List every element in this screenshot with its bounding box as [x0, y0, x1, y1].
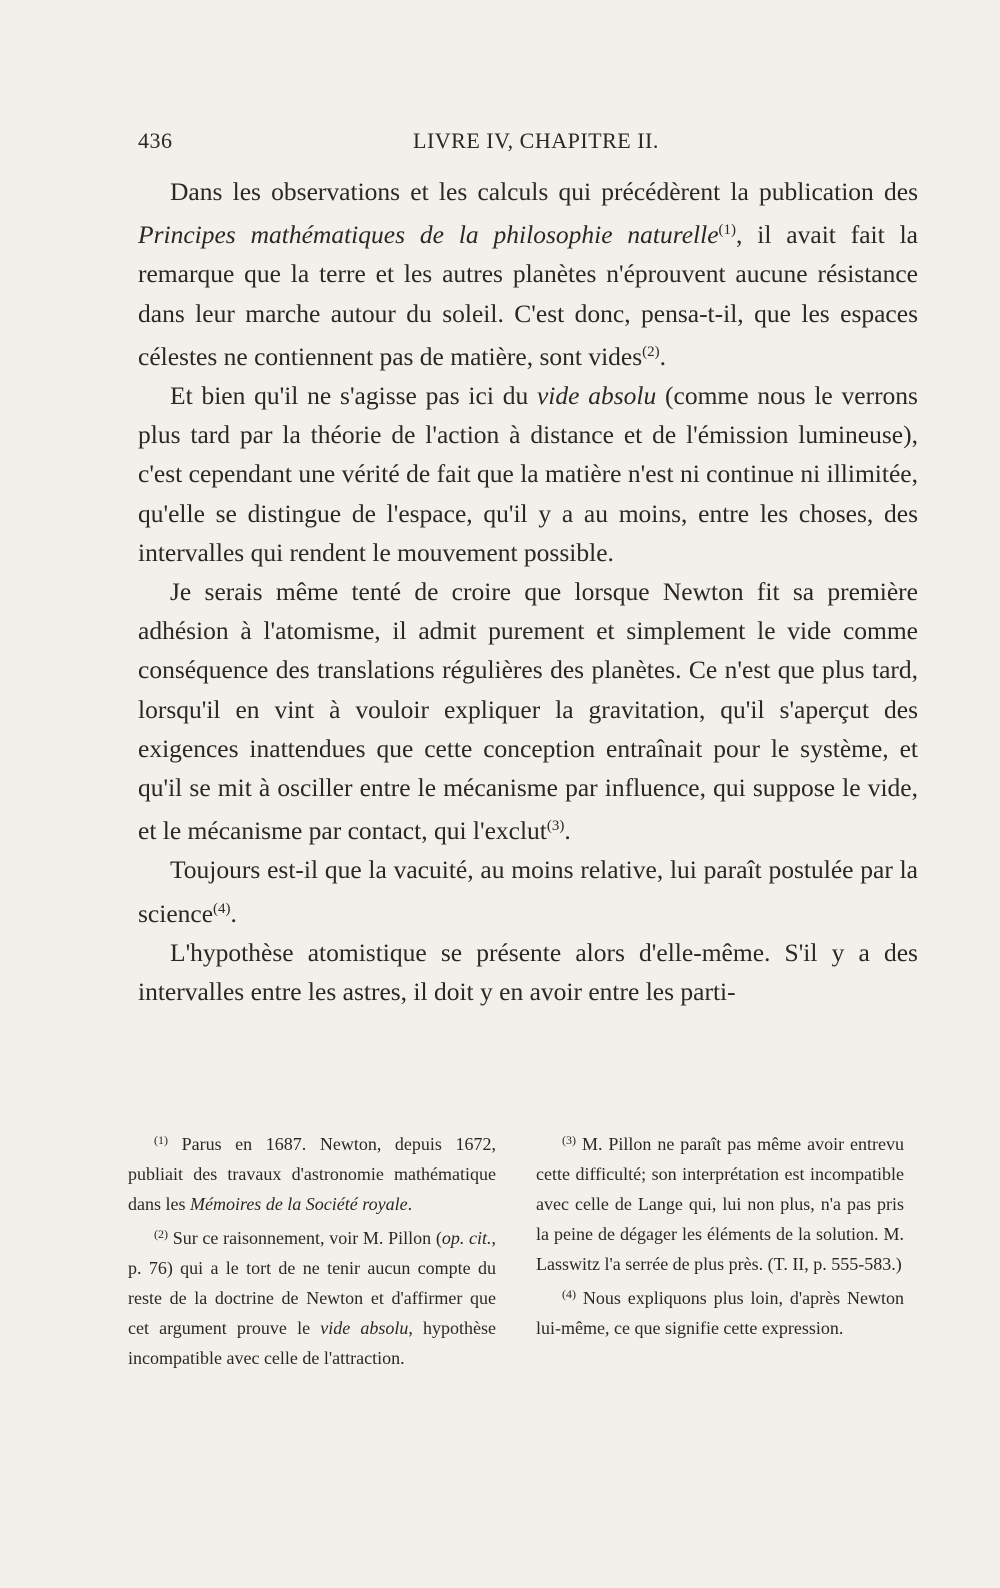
main-text — [138, 172, 918, 1011]
footnote-2 — [128, 1219, 496, 1373]
paragraph-5 — [138, 933, 918, 1011]
footnote-1-text-a: Parus en 1687. Newton, depuis 1672, publiait des travaux d'astronomie mathématique dans les — [128, 1134, 496, 1214]
footnote-2-italic-2: vide absolu — [320, 1318, 409, 1338]
footnote-1-number: (1) — [154, 1133, 168, 1147]
paragraph-1-text-b: , il avait fait la remarque que la terre et les autres planètes n'éprouvent aucune résistance dans leur marche autour du soleil. C'est donc, pensa-t-il, que les espaces célestes ne contiennent pas de matière, sont vides — [138, 220, 918, 371]
footnote-1-italic: Mémoires de la Société royale — [190, 1194, 408, 1214]
paragraph-5-text-a: L'hypothèse atomistique se présente alors d'elle-même. S'il y a des intervalles entre les astres, il doit y en avoir entre les parti- — [138, 937, 918, 1007]
footnotes-left-column — [128, 1125, 496, 1373]
paragraph-2 — [138, 376, 918, 572]
footnote-marker-1: (1) — [718, 222, 737, 239]
paragraph-2-italic: vide absolu — [536, 381, 657, 411]
footnotes-right-column — [536, 1125, 904, 1343]
paragraph-2-text-a: Et bien qu'il ne s'agisse pas ici du — [170, 381, 537, 411]
footnote-4-number: (4) — [562, 1287, 576, 1301]
footnote-1-text-b: . — [407, 1194, 413, 1214]
footnote-marker-2: (2) — [642, 343, 660, 360]
footnote-2-number: (2) — [154, 1227, 168, 1241]
paragraph-4-text-a: Toujours est-il que la vacuité, au moins relative, lui paraît postulée par la science — [138, 855, 918, 928]
footnote-4-text: Nous expliquons plus loin, d'après Newton lui-même, ce que signifie cette expression. — [536, 1288, 905, 1338]
footnote-3-number: (3) — [562, 1133, 576, 1147]
footnote-marker-3: (3) — [546, 818, 565, 835]
paragraph-1-italic-title: Principes mathématiques de la philosophie naturelle — [138, 220, 719, 250]
footnote-2-text-a: Sur ce raisonnement, voir M. Pillon ( — [172, 1228, 442, 1248]
page-header — [138, 128, 918, 162]
footnote-3 — [536, 1125, 904, 1279]
footnote-4 — [536, 1279, 904, 1343]
footnote-2-italic-1: op. cit. — [441, 1228, 492, 1248]
footnote-2-text-b: , p. 76) qui a le tort de ne tenir aucun compte du reste de la doctrine de Newton et d'affirmer que cet argument prouve le — [128, 1228, 496, 1338]
paragraph-1 — [138, 172, 918, 376]
footnote-marker-4: (4) — [213, 900, 231, 917]
paragraph-3-text-b: . — [564, 816, 571, 846]
paragraph-3 — [138, 572, 918, 850]
footnote-2-text-c: , hypothèse incompatible avec celle de l'attraction. — [128, 1318, 496, 1368]
page-number: 436 — [138, 128, 173, 153]
paragraph-2-text-b: (comme nous le verrons plus tard par la théorie de l'action à distance et de l'émission lumineuse), c'est cependant une vérité de fait que la matière n'est ni continue ni illimitée, qu'elle se distingue de l'espace, qu'il y a au moins, entre les choses, des intervalles qui rendent le mouvement possible. — [138, 381, 918, 567]
footnote-3-text: M. Pillon ne paraît pas même avoir entrevu cette difficulté; son interprétation est incompatible avec celle de Lange qui, lui non plus, n'a pas pris la peine de dégager les éléments de la solution. M. Lasswitz l'a serrée de plus près. (T. II, p. 555-583.) — [536, 1134, 904, 1274]
paragraph-4-text-b: . — [230, 898, 237, 928]
running-title: LIVRE IV, CHAPITRE II. — [413, 128, 659, 153]
paragraph-4 — [138, 850, 918, 932]
footnote-1 — [128, 1125, 496, 1219]
paragraph-1-text-c: . — [659, 341, 667, 371]
paragraph-1-text-a: Dans les observations et les calculs qui précédèrent la publication des — [170, 177, 918, 206]
paragraph-3-text-a: Je serais même tenté de croire que lorsque Newton fit sa première adhésion à l'atomisme, il admit purement et simplement le vide comme conséquence des translations régulières des planètes. Ce n'est que plus tard, lorsqu'il en vint à vouloir expliquer la gravitation, qu'il s'aperçut des exigences inattendues que cette conception entraînait pour le système, et qu'il se mit à osciller entre le mécanisme par influence, qui suppose le vide, et le mécanisme par contact, qui l'exclut — [138, 577, 918, 846]
